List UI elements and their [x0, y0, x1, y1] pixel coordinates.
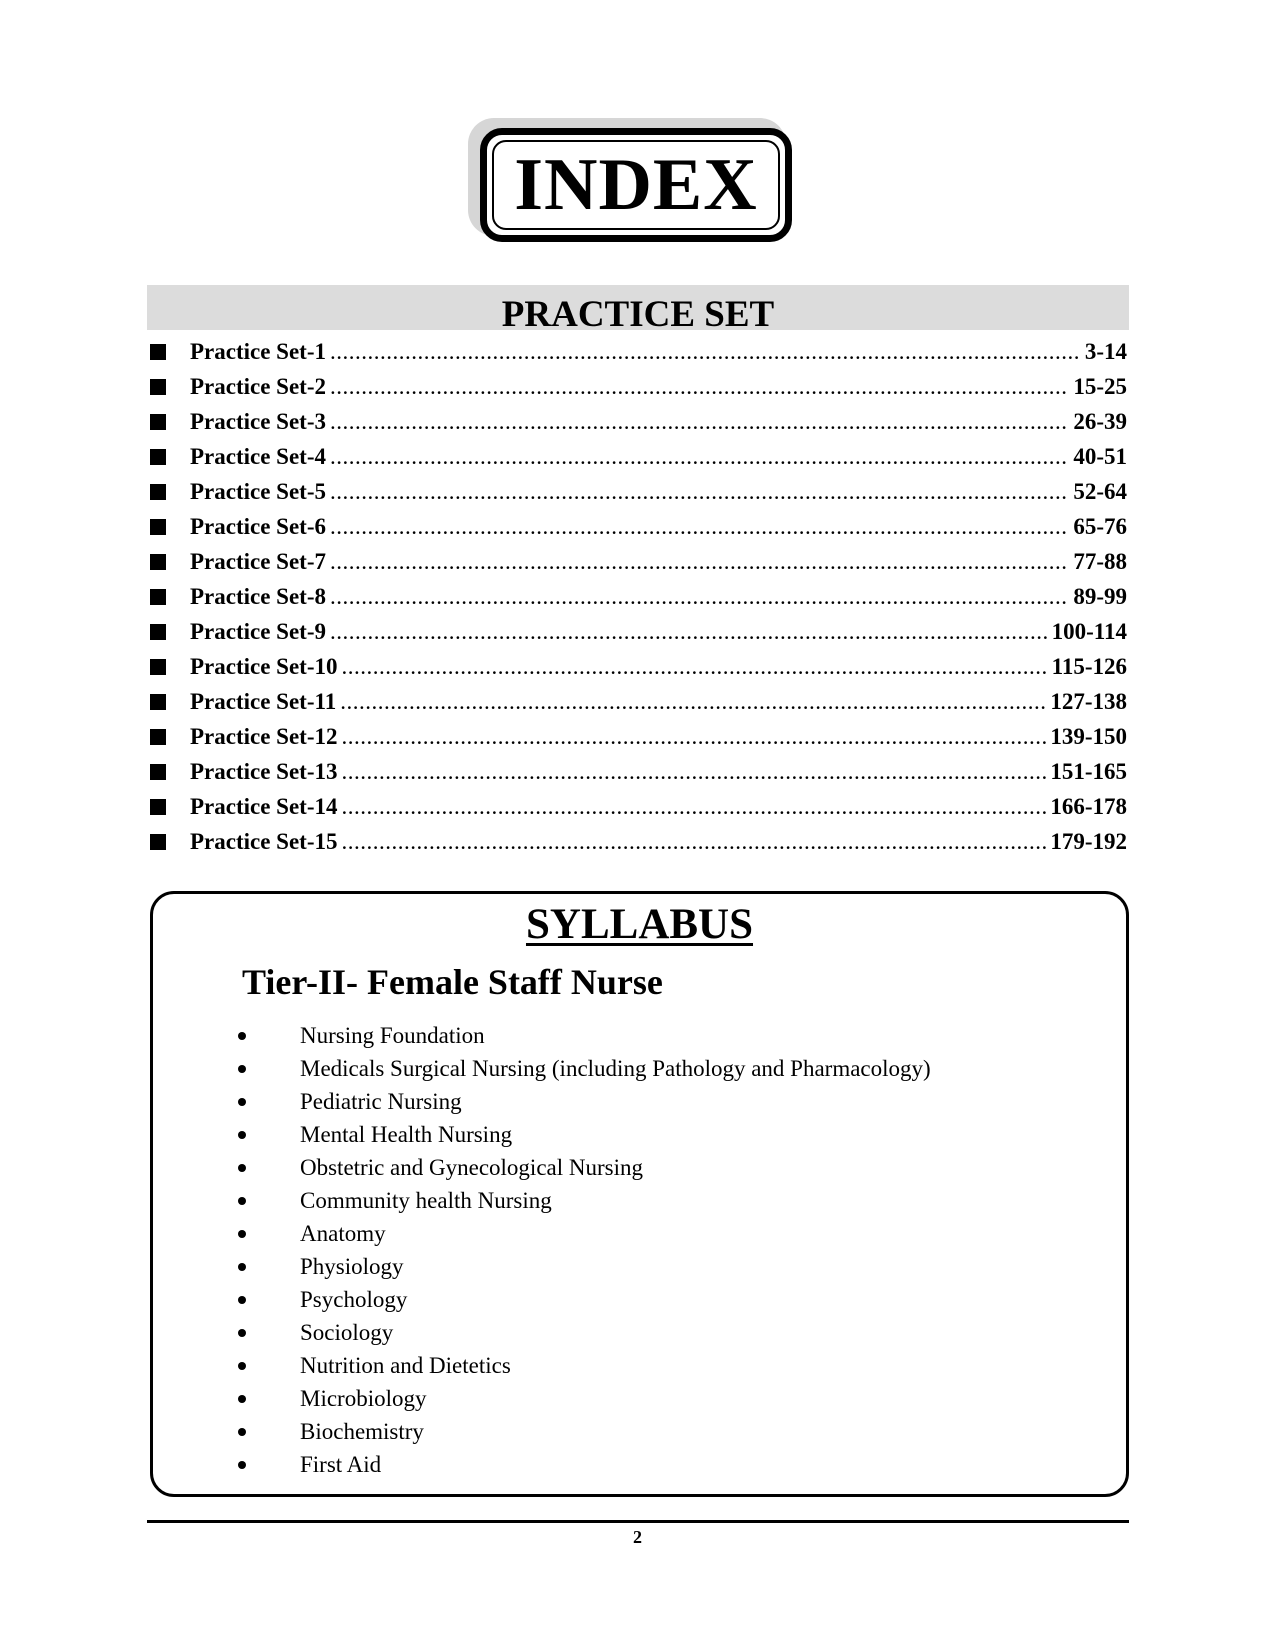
square-bullet-icon: [150, 344, 190, 360]
toc-row[interactable]: [150, 369, 1127, 404]
toc-page-range: 77-88: [1073, 549, 1127, 574]
syllabus-item-label: Psychology: [300, 1287, 408, 1312]
square-bullet-icon: [150, 694, 190, 710]
syllabus-item-label: Biochemistry: [300, 1419, 424, 1444]
square-bullet-icon: [150, 379, 190, 395]
square-bullet-icon: [150, 484, 190, 500]
square-bullet-icon: [150, 624, 190, 640]
syllabus-item-label: Microbiology: [300, 1386, 427, 1411]
toc-label: Practice Set-8: [190, 584, 327, 609]
toc-page-range: 179-192: [1050, 829, 1127, 854]
toc-page-range: 166-178: [1050, 794, 1127, 819]
practice-set-list: [150, 334, 1127, 859]
syllabus-item: [238, 1052, 931, 1085]
toc-leader-dots: [342, 725, 1047, 748]
square-bullet-icon: [150, 589, 190, 605]
toc-row[interactable]: [150, 474, 1127, 509]
syllabus-box: [150, 891, 1129, 1497]
toc-leader-dots: [330, 340, 1081, 363]
square-bullet-icon: [150, 414, 190, 430]
syllabus-heading-text: SYLLABUS: [525, 901, 754, 948]
syllabus-item: [238, 1283, 931, 1316]
toc-page-range: 127-138: [1050, 689, 1127, 714]
toc-row[interactable]: [150, 649, 1127, 684]
toc-row[interactable]: [150, 684, 1127, 719]
toc-label: Practice Set-1: [190, 339, 327, 364]
syllabus-item: [238, 1250, 931, 1283]
toc-row[interactable]: [150, 754, 1127, 789]
toc-leader-dots: [330, 480, 1069, 503]
syllabus-item-label: First Aid: [300, 1452, 382, 1477]
square-bullet-icon: [150, 554, 190, 570]
index-title-inner-frame: [492, 140, 780, 230]
toc-row[interactable]: [150, 824, 1127, 859]
page-number: 2: [633, 1527, 642, 1547]
toc-page-range: 26-39: [1073, 409, 1127, 434]
toc-row[interactable]: [150, 614, 1127, 649]
toc-row[interactable]: [150, 509, 1127, 544]
round-bullet-icon: [238, 1263, 300, 1271]
toc-page-range: 3-14: [1084, 339, 1127, 364]
toc-label: Practice Set-13: [190, 759, 338, 784]
syllabus-item: [238, 1217, 931, 1250]
syllabus-item: [238, 1151, 931, 1184]
practice-set-heading: PRACTICE SET: [501, 294, 775, 335]
toc-leader-dots: [342, 760, 1047, 783]
round-bullet-icon: [238, 1164, 300, 1172]
square-bullet-icon: [150, 519, 190, 535]
toc-leader-dots: [330, 620, 1048, 643]
round-bullet-icon: [238, 1131, 300, 1139]
syllabus-heading: [153, 901, 1126, 948]
round-bullet-icon: [238, 1362, 300, 1370]
toc-page-range: 139-150: [1050, 724, 1127, 749]
toc-row[interactable]: [150, 719, 1127, 754]
syllabus-item: [238, 1316, 931, 1349]
toc-label: Practice Set-11: [190, 689, 337, 714]
toc-label: Practice Set-9: [190, 619, 327, 644]
footer-divider: [147, 1520, 1129, 1523]
toc-label: Practice Set-3: [190, 409, 327, 434]
round-bullet-icon: [238, 1032, 300, 1040]
toc-row[interactable]: [150, 404, 1127, 439]
toc-leader-dots: [330, 445, 1069, 468]
toc-row[interactable]: [150, 334, 1127, 369]
syllabus-item: [238, 1448, 931, 1481]
round-bullet-icon: [238, 1065, 300, 1073]
round-bullet-icon: [238, 1296, 300, 1304]
syllabus-list: [238, 1019, 931, 1481]
syllabus-item: [238, 1415, 931, 1448]
syllabus-subheading: Tier-II- Female Staff Nurse: [242, 962, 663, 1002]
toc-page-range: 100-114: [1051, 619, 1127, 644]
toc-row[interactable]: [150, 544, 1127, 579]
round-bullet-icon: [238, 1230, 300, 1238]
toc-page-range: 40-51: [1073, 444, 1127, 469]
practice-set-band: [147, 285, 1129, 335]
syllabus-item-label: Mental Health Nursing: [300, 1122, 513, 1147]
round-bullet-icon: [238, 1197, 300, 1205]
square-bullet-icon: [150, 449, 190, 465]
index-title-box: [480, 128, 792, 242]
syllabus-item-label: Sociology: [300, 1320, 394, 1345]
syllabus-item-label: Nursing Foundation: [300, 1023, 485, 1048]
round-bullet-icon: [238, 1395, 300, 1403]
toc-leader-dots: [330, 550, 1069, 573]
syllabus-item-label: Community health Nursing: [300, 1188, 552, 1213]
syllabus-item: [238, 1382, 931, 1415]
syllabus-item: [238, 1118, 931, 1151]
syllabus-item-label: Nutrition and Dietetics: [300, 1353, 511, 1378]
syllabus-item-label: Obstetric and Gynecological Nursing: [300, 1155, 643, 1180]
square-bullet-icon: [150, 729, 190, 745]
toc-page-range: 52-64: [1073, 479, 1127, 504]
toc-row[interactable]: [150, 439, 1127, 474]
syllabus-item-label: Pediatric Nursing: [300, 1089, 462, 1114]
toc-page-range: 15-25: [1073, 374, 1127, 399]
toc-label: Practice Set-14: [190, 794, 338, 819]
round-bullet-icon: [238, 1329, 300, 1337]
toc-page-range: 65-76: [1073, 514, 1127, 539]
square-bullet-icon: [150, 799, 190, 815]
toc-row[interactable]: [150, 789, 1127, 824]
square-bullet-icon: [150, 764, 190, 780]
toc-label: Practice Set-12: [190, 724, 338, 749]
toc-leader-dots: [342, 795, 1047, 818]
toc-page-range: 115-126: [1051, 654, 1127, 679]
syllabus-item: [238, 1349, 931, 1382]
round-bullet-icon: [238, 1428, 300, 1436]
toc-label: Practice Set-2: [190, 374, 327, 399]
toc-leader-dots: [340, 690, 1046, 713]
round-bullet-icon: [238, 1461, 300, 1469]
toc-page-range: 151-165: [1050, 759, 1127, 784]
toc-leader-dots: [342, 830, 1047, 853]
round-bullet-icon: [238, 1098, 300, 1106]
square-bullet-icon: [150, 834, 190, 850]
toc-leader-dots: [330, 410, 1069, 433]
toc-label: Practice Set-4: [190, 444, 327, 469]
toc-leader-dots: [330, 585, 1069, 608]
toc-leader-dots: [330, 515, 1069, 538]
syllabus-item-label: Anatomy: [300, 1221, 386, 1246]
toc-label: Practice Set-5: [190, 479, 327, 504]
syllabus-item-label: Physiology: [300, 1254, 404, 1279]
toc-label: Practice Set-6: [190, 514, 327, 539]
toc-label: Practice Set-10: [190, 654, 338, 679]
syllabus-item-label: Medicals Surgical Nursing (including Pathology and Pharmacology): [300, 1056, 931, 1081]
syllabus-item: [238, 1085, 931, 1118]
toc-page-range: 89-99: [1073, 584, 1127, 609]
toc-leader-dots: [342, 655, 1048, 678]
toc-label: Practice Set-7: [190, 549, 327, 574]
syllabus-item: [238, 1019, 931, 1052]
syllabus-item: [238, 1184, 931, 1217]
toc-row[interactable]: [150, 579, 1127, 614]
toc-leader-dots: [330, 375, 1069, 398]
toc-label: Practice Set-15: [190, 829, 338, 854]
index-title: INDEX: [514, 144, 758, 226]
square-bullet-icon: [150, 659, 190, 675]
